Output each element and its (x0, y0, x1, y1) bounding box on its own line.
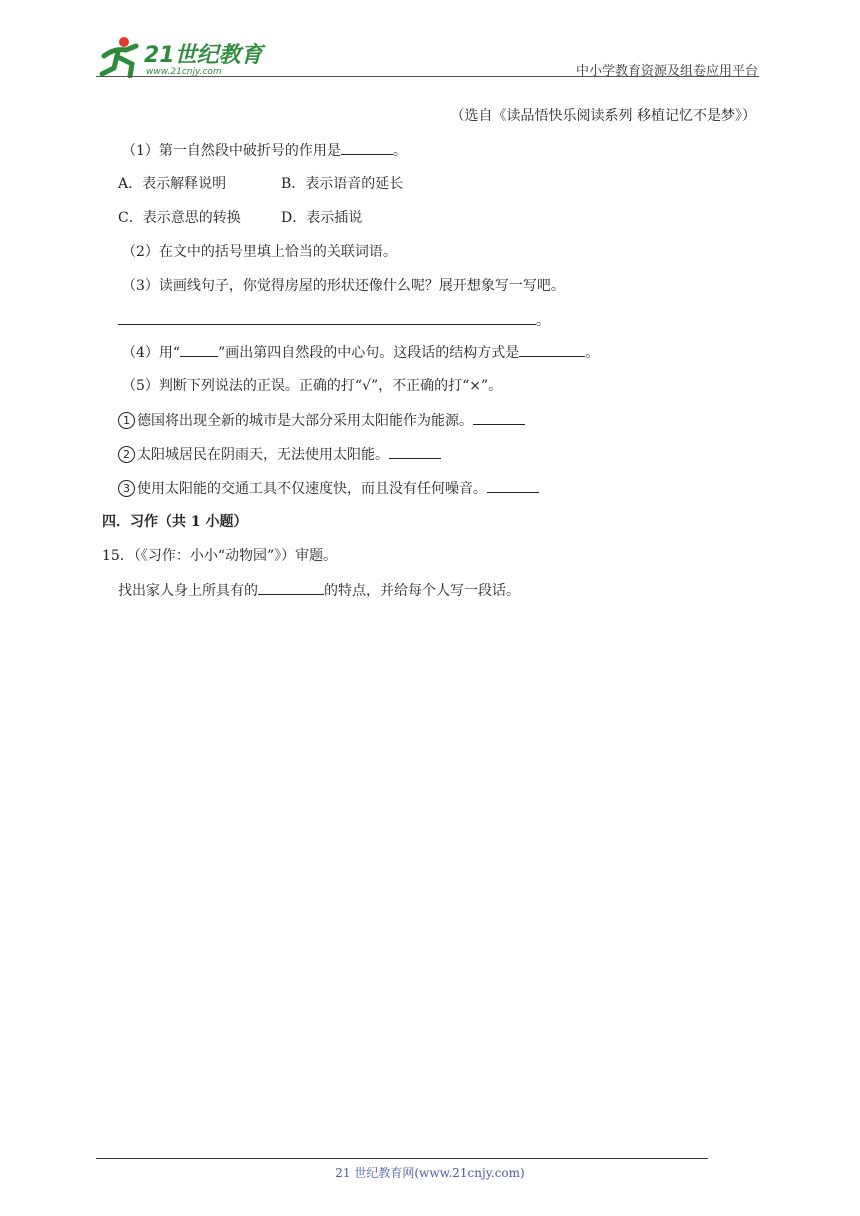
q1-options-row2 (118, 208, 363, 228)
circled-number: 2 (118, 446, 135, 463)
answer-blank[interactable] (118, 310, 536, 325)
answer-blank[interactable] (519, 342, 585, 357)
logo-title: 21世纪教育 (144, 43, 263, 68)
q5-item: 2 太阳城居民在阴雨天，无法使用太阳能。 (118, 444, 441, 465)
q5-item: 3 使用太阳能的交通工具不仅速度快，而且没有任何噪音。 (118, 478, 539, 499)
q15-title: 15．（《习作：小小“动物园”》）审题。 (102, 548, 338, 564)
answer-blank[interactable] (473, 410, 525, 425)
platform-name: 中小学教育资源及组卷应用平台 (575, 64, 758, 79)
q5-stem: （5）判断下列说法的正误。正确的打“√”，不正确的打“×”。 (122, 378, 503, 394)
q15-body: 找出家人身上所具有的 的特点，并给每个人写一段话。 (118, 580, 520, 601)
logo-url: www.21cnjy.com (146, 67, 222, 77)
q1-options-row1 (118, 174, 404, 194)
q3-stem: （3）读画线句子，你觉得房屋的形状还像什么呢？展开想象写一写吧。 (122, 278, 565, 294)
section-heading: 四．习作（共 1 小题） (102, 514, 248, 530)
answer-blank[interactable] (389, 444, 441, 459)
q5-item: 1 德国将出现全新的城市是大部分采用太阳能作为能源。 (118, 410, 525, 431)
circled-number: 3 (118, 480, 135, 497)
q4-stem: （4）用“ ”画出第四自然段的中心句。这段话的结构方式是 。 (122, 342, 599, 363)
option-d[interactable]: D．表示插说 (281, 210, 363, 226)
underline-sample-blank (180, 342, 218, 357)
q1-stem: （1）第一自然段中破折号的作用是 。 (122, 140, 407, 161)
circled-number: 1 (118, 412, 135, 429)
site-logo (96, 34, 276, 78)
footer-divider (96, 1158, 708, 1159)
answer-blank[interactable] (487, 478, 539, 493)
option-a[interactable]: A．表示解释说明 (118, 176, 227, 192)
header-divider (96, 76, 759, 77)
q3-answer-line: 。 (118, 310, 550, 331)
option-c[interactable]: C．表示意思的转换 (118, 210, 241, 226)
footer-text: 21 世纪教育网(www.21cnjy.com) (335, 1166, 525, 1180)
q2-stem: （2）在文中的括号里填上恰当的关联词语。 (122, 244, 397, 260)
answer-blank[interactable] (258, 580, 324, 595)
option-b[interactable]: B．表示语音的延长 (281, 176, 404, 192)
answer-blank[interactable] (341, 140, 393, 155)
runner-logo-icon (96, 34, 276, 78)
source-citation: （选自《读品悟快乐阅读系列 移植记忆不是梦》） (450, 108, 756, 124)
